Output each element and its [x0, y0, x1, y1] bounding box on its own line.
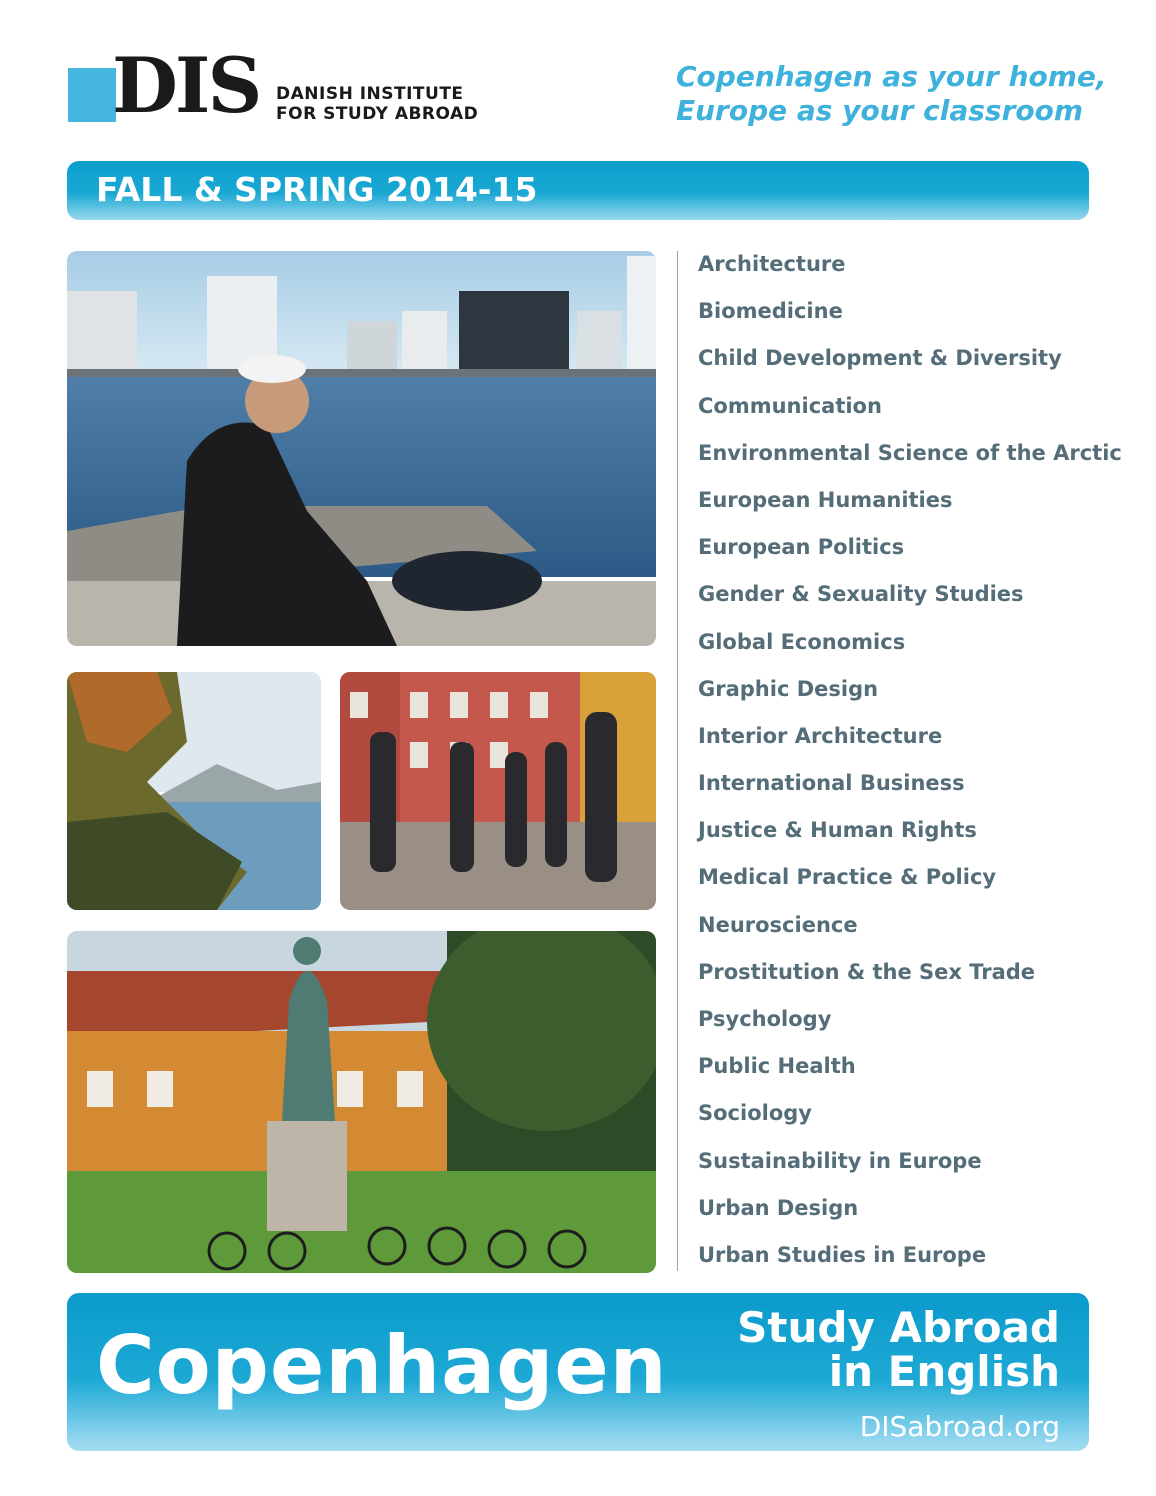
logo-color-block	[68, 68, 116, 122]
logo-subtitle-line-2: FOR STUDY ABROAD	[276, 104, 479, 124]
program-item: European Politics	[698, 535, 905, 560]
program-item: Urban Design	[698, 1195, 859, 1220]
program-item: Sociology	[698, 1101, 812, 1126]
program-item: Urban Studies in Europe	[698, 1242, 987, 1267]
program-item: Psychology	[698, 1007, 832, 1031]
program-item: Global Economics	[698, 629, 906, 654]
street-illustration	[340, 672, 656, 910]
harbor-illustration	[67, 251, 656, 646]
photo-lake-hikers	[67, 672, 321, 910]
courtyard-illustration	[67, 931, 656, 1273]
tagline-line-2: Europe as your classroom	[676, 94, 1084, 127]
program-item: European Humanities	[698, 487, 953, 512]
column-divider	[677, 251, 678, 1271]
season-title: FALL & SPRING 2014-15	[96, 170, 538, 209]
photo-statue-courtyard	[67, 931, 656, 1273]
tagline	[676, 60, 1116, 128]
study-abroad-heading	[737, 1303, 1060, 1396]
program-item: Environmental Science of the Arctic	[698, 440, 1122, 465]
city-title: Copenhagen	[96, 1319, 668, 1412]
program-item: Public Health	[698, 1054, 856, 1079]
website-link[interactable]: DISabroad.org	[859, 1410, 1060, 1443]
study-line-1: Study Abroad	[737, 1303, 1060, 1352]
photo-street-group	[340, 672, 656, 910]
program-item: Prostitution & the Sex Trade	[698, 959, 1036, 984]
tagline-line-1: Copenhagen as your home,	[676, 60, 1107, 93]
program-item: Justice & Human Rights	[698, 818, 977, 843]
logo-wordmark: DIS	[112, 41, 260, 130]
program-item: Child Development & Diversity	[698, 346, 1062, 371]
logo-subtitle	[276, 84, 478, 124]
program-item: Medical Practice & Policy	[698, 865, 997, 890]
photo-harbor-student	[67, 251, 656, 646]
program-item: Communication	[698, 393, 882, 418]
logo-subtitle-line-1: DANISH INSTITUTE	[276, 84, 464, 104]
program-item: Architecture	[698, 252, 846, 276]
program-item: Graphic Design	[698, 676, 879, 701]
program-item: Biomedicine	[698, 299, 843, 324]
lake-illustration	[67, 672, 321, 910]
program-item: Sustainability in Europe	[698, 1148, 982, 1173]
program-item: Gender & Sexuality Studies	[698, 582, 1024, 607]
program-list	[698, 248, 1122, 1286]
program-item: Interior Architecture	[698, 723, 943, 748]
program-item: International Business	[698, 771, 965, 796]
program-item: Neuroscience	[698, 912, 858, 937]
study-line-2: in English	[828, 1347, 1060, 1396]
